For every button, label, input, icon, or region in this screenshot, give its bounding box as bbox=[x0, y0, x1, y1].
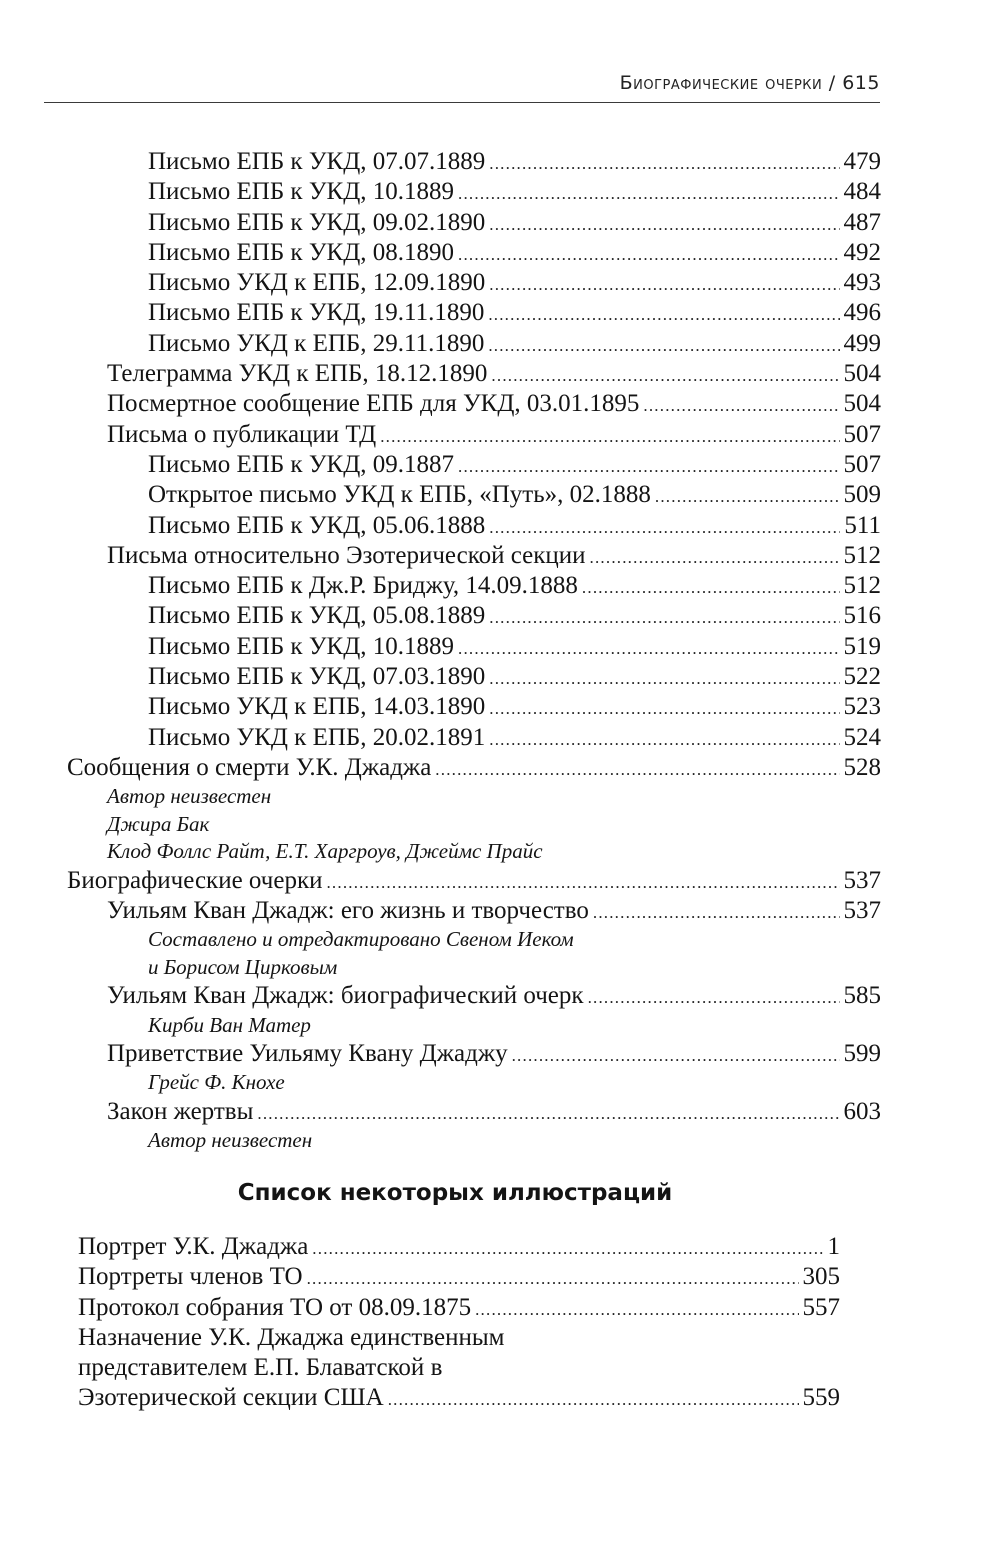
toc-entry bbox=[0, 480, 1000, 510]
toc-author-line bbox=[0, 1069, 1000, 1097]
toc-dot-leader bbox=[489, 694, 839, 724]
toc-dot-leader bbox=[643, 391, 839, 421]
running-head bbox=[44, 72, 880, 103]
toc-author-line bbox=[0, 1012, 1000, 1040]
toc-dot-leader bbox=[307, 1264, 799, 1294]
toc-page-number: 499 bbox=[843, 329, 881, 357]
toc-entry-title: Письмо ЕПБ к УКД, 08.1890 bbox=[148, 238, 455, 266]
toc-entry bbox=[0, 359, 1000, 389]
toc-entry-title: Биографические очерки bbox=[67, 866, 323, 894]
toc-page-number: 305 bbox=[802, 1263, 840, 1291]
toc-entry-title: Сообщения о смерти У.К. Джаджа bbox=[67, 753, 432, 781]
toc-entry-title: Письмо ЕПБ к УКД, 07.07.1889 bbox=[148, 148, 486, 175]
toc-page-number: 507 bbox=[843, 450, 881, 478]
toc-leader-line bbox=[148, 632, 881, 664]
toc-leader-line bbox=[148, 723, 881, 755]
toc-leader-line bbox=[148, 177, 881, 209]
toc-leader-line bbox=[148, 480, 881, 512]
toc-dot-leader bbox=[489, 725, 839, 755]
toc-leader-line bbox=[148, 147, 881, 179]
toc-leader-line bbox=[148, 238, 881, 270]
toc-entry-title: Письмо ЕПБ к УКД, 07.03.1890 bbox=[148, 663, 486, 691]
toc-entry bbox=[0, 389, 1000, 419]
toc-page-number: 519 bbox=[843, 632, 881, 660]
toc-page-number: 559 bbox=[802, 1384, 840, 1412]
toc-author-line bbox=[0, 783, 1000, 811]
toc-dot-leader bbox=[488, 331, 839, 361]
toc-dot-leader bbox=[435, 755, 839, 785]
toc-entry-title: Письма о публикации ТД bbox=[107, 420, 377, 448]
toc-leader-line bbox=[148, 450, 881, 482]
toc-entry bbox=[0, 147, 1000, 177]
toc-leader-line bbox=[67, 866, 881, 898]
toc-entry-title: Письмо ЕПБ к УКД, 09.1887 bbox=[148, 450, 455, 478]
toc-page-number: 1 bbox=[827, 1233, 840, 1260]
toc-entry bbox=[0, 238, 1000, 268]
toc-page-number: 492 bbox=[843, 238, 881, 266]
toc-entry bbox=[0, 268, 1000, 298]
toc-dot-leader bbox=[380, 422, 839, 452]
toc-entry bbox=[0, 420, 1000, 450]
toc-page-number: 522 bbox=[843, 663, 881, 691]
toc-author-line bbox=[0, 811, 1000, 839]
toc-entry-title: Уильям Кван Джадж: его жизнь и творчество bbox=[107, 897, 589, 925]
toc-entry-title: Посмертное сообщение ЕПБ для УКД, 03.01.1895 bbox=[107, 390, 640, 418]
toc-page-number: 585 bbox=[843, 982, 881, 1010]
toc-entry-title: Письмо ЕПБ к УКД, 05.08.1889 bbox=[148, 602, 486, 630]
toc-page-number: 512 bbox=[843, 572, 881, 600]
toc-leader-line bbox=[107, 389, 881, 421]
toc-entry bbox=[0, 866, 1000, 896]
toc-page-number: 512 bbox=[843, 541, 881, 569]
toc-entry bbox=[0, 329, 1000, 359]
toc-entry bbox=[0, 298, 1000, 328]
toc-page-number: 511 bbox=[844, 511, 881, 539]
toc-author-text: Клод Фоллс Райт, Е.Т. Харгроув, Джеймс Прайс bbox=[107, 839, 543, 864]
toc-entry bbox=[0, 981, 1000, 1011]
toc-page-number: 496 bbox=[843, 299, 881, 327]
toc-page-number: 528 bbox=[843, 753, 881, 781]
toc-page-number: 516 bbox=[843, 602, 881, 630]
toc-author-line bbox=[0, 954, 1000, 982]
toc-entry bbox=[0, 511, 1000, 541]
toc-entry bbox=[0, 753, 1000, 783]
toc-author-text: Кирби Ван Матер bbox=[148, 1012, 311, 1037]
toc-leader-line bbox=[107, 1039, 881, 1071]
toc-leader-line bbox=[148, 692, 881, 724]
toc-page-number: 504 bbox=[843, 360, 881, 388]
toc-leader-line bbox=[148, 511, 881, 543]
toc-leader-line bbox=[107, 896, 881, 928]
toc-leader-line bbox=[78, 1232, 840, 1264]
toc-entry-title: Телеграмма УКД к ЕПБ, 18.12.1890 bbox=[107, 360, 488, 388]
toc-page-number: 509 bbox=[843, 481, 881, 509]
toc-entry-title: Портрет У.К. Джаджа bbox=[78, 1233, 309, 1260]
toc-author-text: Автор неизвестен bbox=[148, 1128, 313, 1153]
toc-page-number: 484 bbox=[843, 178, 881, 206]
toc-leader-line bbox=[78, 1383, 840, 1415]
toc-entry-title: Закон жертвы bbox=[107, 1097, 254, 1125]
toc-entry bbox=[0, 723, 1000, 753]
toc-dot-leader bbox=[512, 1041, 840, 1071]
toc-leader-line bbox=[148, 662, 881, 694]
toc-entry-title: Портреты членов ТО bbox=[78, 1263, 303, 1291]
toc-page-number: 557 bbox=[802, 1293, 840, 1321]
toc-author-text: Составлено и отредактировано Свеном Иеком bbox=[148, 927, 574, 952]
toc-entry bbox=[0, 450, 1000, 480]
toc-dot-leader bbox=[593, 898, 840, 928]
toc-entry-title: Письмо ЕПБ к УКД, 10.1889 bbox=[148, 178, 455, 206]
illustrations-section-title: Список некоторых иллюстраций bbox=[237, 1180, 673, 1206]
toc-entry bbox=[0, 601, 1000, 631]
illustration-entry-line bbox=[0, 1353, 1000, 1383]
toc-entry bbox=[0, 632, 1000, 662]
toc-page-number: 524 bbox=[843, 723, 881, 751]
toc-entry-title: Письмо ЕПБ к УКД, 09.02.1890 bbox=[148, 208, 486, 236]
toc-author-line bbox=[0, 1127, 1000, 1155]
illustrations-list bbox=[0, 1232, 1000, 1414]
toc-dot-leader bbox=[489, 603, 839, 633]
toc-entry-title: Письмо ЕПБ к Дж.Р. Бриджу, 14.09.1888 bbox=[148, 572, 578, 600]
toc-leader-line bbox=[78, 1293, 840, 1325]
toc-entry-title: Письмо ЕПБ к УКД, 05.06.1888 bbox=[148, 511, 486, 539]
toc-dot-leader bbox=[489, 149, 839, 179]
toc-entry-title: Письмо УКД к ЕПБ, 29.11.1890 bbox=[148, 329, 485, 357]
illustration-entry bbox=[0, 1232, 1000, 1262]
toc-leader-line bbox=[107, 1097, 881, 1129]
toc-leader-line bbox=[78, 1262, 840, 1294]
toc-entry bbox=[0, 541, 1000, 571]
toc-leader-line bbox=[107, 359, 881, 391]
toc-dot-leader bbox=[588, 983, 840, 1013]
toc-page-number: 537 bbox=[843, 897, 881, 925]
illustration-entry-text: Назначение У.К. Джаджа единственным bbox=[78, 1323, 505, 1351]
toc-entry bbox=[0, 1097, 1000, 1127]
toc-page-number: 537 bbox=[843, 866, 881, 894]
toc-entry-title: Открытое письмо УКД к ЕПБ, «Путь», 02.1888 bbox=[148, 481, 651, 509]
toc-entry-title: Письмо УКД к ЕПБ, 20.02.1891 bbox=[148, 723, 486, 751]
running-head-text: Биографические очерки / 615 bbox=[619, 72, 880, 94]
toc-page-number: 493 bbox=[843, 269, 881, 297]
toc-author-text: и Борисом Цирковым bbox=[148, 954, 338, 979]
toc-author-text: Джира Бак bbox=[107, 811, 210, 836]
toc-page-number: 479 bbox=[843, 148, 881, 175]
illustration-entry bbox=[0, 1383, 1000, 1413]
toc-dot-leader bbox=[388, 1385, 799, 1415]
toc-entry bbox=[0, 896, 1000, 926]
toc-leader-line bbox=[148, 571, 881, 603]
toc-dot-leader bbox=[489, 270, 839, 300]
illustration-entry-line bbox=[0, 1323, 1000, 1353]
toc-dot-leader bbox=[257, 1099, 839, 1129]
toc-dot-leader bbox=[488, 300, 839, 330]
toc-entry-title: Уильям Кван Джадж: биографический очерк bbox=[107, 982, 584, 1010]
toc-leader-line bbox=[148, 601, 881, 633]
toc-dot-leader bbox=[458, 179, 839, 209]
toc-page-number: 603 bbox=[843, 1097, 881, 1125]
toc-leader-line bbox=[67, 753, 881, 785]
toc-entry-title: Письмо УКД к ЕПБ, 14.03.1890 bbox=[148, 693, 486, 721]
toc-dot-leader bbox=[458, 634, 839, 664]
toc-page-number: 507 bbox=[843, 420, 881, 448]
toc-entry-title: Письма относительно Эзотерической секции bbox=[107, 541, 586, 569]
toc-entry bbox=[0, 662, 1000, 692]
toc-dot-leader bbox=[475, 1295, 798, 1325]
toc-leader-line bbox=[148, 329, 881, 361]
illustration-entry-text: представителем Е.П. Блаватской в bbox=[78, 1354, 443, 1382]
toc-dot-leader bbox=[489, 513, 840, 543]
toc-leader-line bbox=[148, 298, 881, 330]
toc-page-number: 523 bbox=[843, 693, 881, 721]
toc-leader-line bbox=[107, 541, 881, 573]
toc-dot-leader bbox=[326, 868, 839, 898]
toc-entry bbox=[0, 692, 1000, 722]
toc-dot-leader bbox=[312, 1234, 823, 1264]
illustration-entry bbox=[0, 1262, 1000, 1292]
toc-author-line bbox=[0, 838, 1000, 866]
toc-page-number: 599 bbox=[843, 1040, 881, 1068]
toc-entry bbox=[0, 1039, 1000, 1069]
toc-leader-line bbox=[148, 208, 881, 240]
toc-author-line bbox=[0, 926, 1000, 954]
toc-page-number: 504 bbox=[843, 390, 881, 418]
table-of-contents bbox=[0, 147, 1000, 1155]
toc-dot-leader bbox=[655, 482, 840, 512]
toc-entry bbox=[0, 571, 1000, 601]
toc-entry-title: Письмо УКД к ЕПБ, 12.09.1890 bbox=[148, 269, 486, 297]
toc-entry-title: Эзотерической секции США bbox=[78, 1384, 384, 1412]
toc-entry bbox=[0, 177, 1000, 207]
toc-page-number: 487 bbox=[843, 208, 881, 236]
toc-dot-leader bbox=[458, 240, 839, 270]
toc-leader-line bbox=[107, 420, 881, 452]
toc-dot-leader bbox=[582, 573, 840, 603]
toc-entry-title: Письмо ЕПБ к УКД, 19.11.1890 bbox=[148, 299, 485, 327]
toc-entry-title: Протокол собрания ТО от 08.09.1875 bbox=[78, 1293, 472, 1321]
toc-dot-leader bbox=[489, 664, 839, 694]
toc-dot-leader bbox=[489, 210, 839, 240]
toc-leader-line bbox=[107, 981, 881, 1013]
toc-entry-title: Приветствие Уильяму Квану Джаджу bbox=[107, 1040, 508, 1068]
toc-dot-leader bbox=[491, 361, 839, 391]
toc-dot-leader bbox=[458, 452, 839, 482]
toc-entry-title: Письмо ЕПБ к УКД, 10.1889 bbox=[148, 632, 455, 660]
toc-author-text: Автор неизвестен bbox=[107, 784, 272, 809]
toc-leader-line bbox=[148, 268, 881, 300]
toc-dot-leader bbox=[590, 543, 840, 573]
illustration-entry bbox=[0, 1293, 1000, 1323]
toc-entry bbox=[0, 208, 1000, 238]
toc-author-text: Грейс Ф. Кнохе bbox=[148, 1070, 285, 1095]
